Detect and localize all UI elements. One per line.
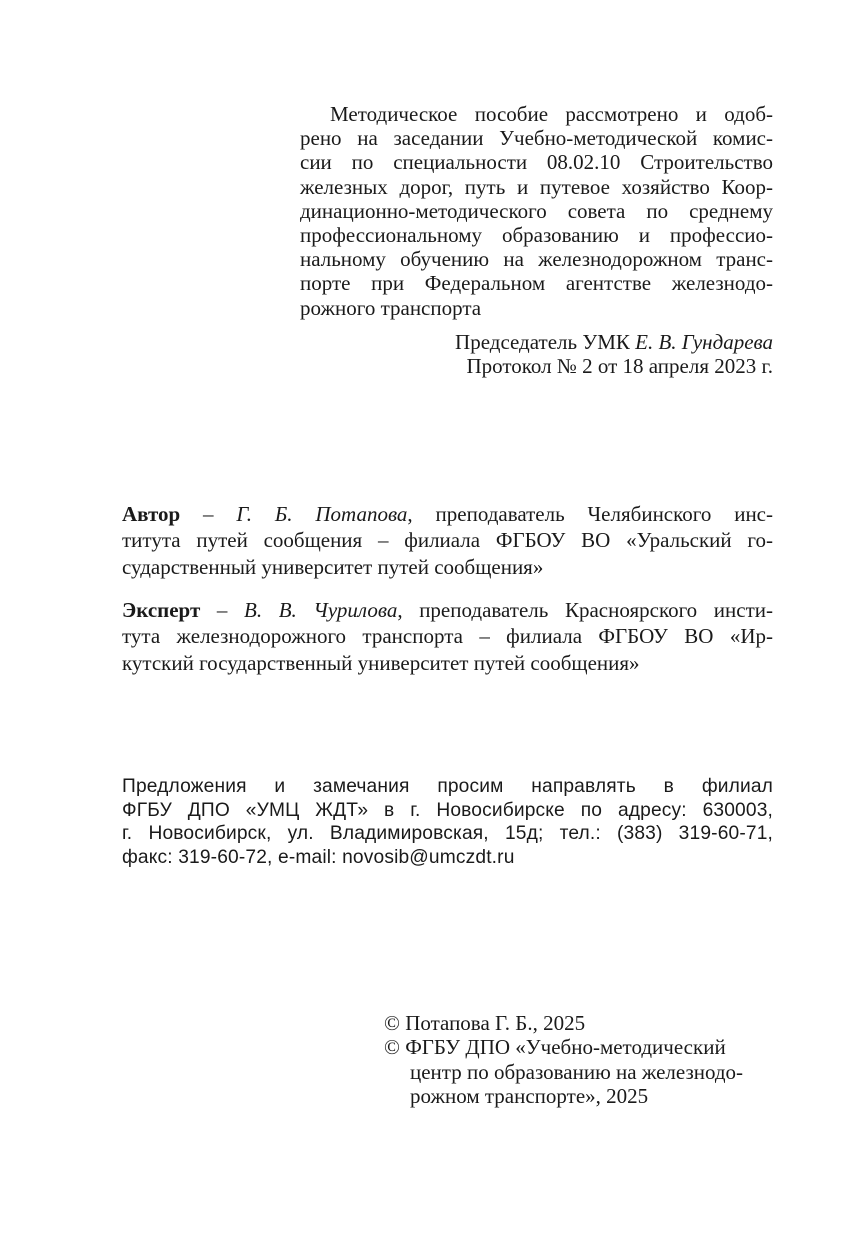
chair-role: Председатель УМК bbox=[455, 330, 630, 354]
author-line bbox=[122, 501, 773, 527]
author-line: сударственный университет путей сообщения» bbox=[122, 554, 544, 579]
expert-name: В. В. Чурилова bbox=[244, 598, 398, 622]
author-text: , преподаватель Челябинского инс- bbox=[407, 502, 773, 526]
approval-line: динационно-методического совета по среднему bbox=[300, 198, 773, 223]
proposals-line: г. Новосибирск, ул. Владимировская, 15д; тел.: (383) 319-60-71, bbox=[122, 823, 773, 845]
protocol-line: Протокол № 2 от 18 апреля 2023 г. bbox=[466, 354, 773, 379]
proposals-paragraph bbox=[122, 775, 773, 869]
approval-line: сии по специальности 08.02.10 Строительство bbox=[300, 150, 773, 175]
author-name: Г. Б. Потапова bbox=[236, 502, 408, 526]
expert-dash: – bbox=[200, 598, 245, 622]
expert-paragraph bbox=[122, 597, 773, 676]
proposals-line: ФГБУ ДПО «УМЦ ЖДТ» в г. Новосибирске по адресу: 630003, bbox=[122, 799, 773, 821]
author-paragraph bbox=[122, 501, 773, 580]
author-dash: – bbox=[180, 502, 237, 526]
chair-line bbox=[300, 330, 773, 354]
copyright-line: © Потапова Г. Б., 2025 bbox=[384, 1011, 586, 1035]
copyright-line: рожном транспорте», 2025 bbox=[410, 1083, 649, 1108]
approval-line: рено на заседании Учебно-методической комис- bbox=[300, 126, 773, 151]
approval-paragraph bbox=[300, 102, 773, 320]
approval-line: нальному обучению на железнодорожном транс- bbox=[300, 247, 773, 272]
expert-line: кутский государственный университет путей сообщения» bbox=[122, 650, 640, 675]
copyright-block bbox=[384, 1011, 784, 1108]
approval-line: железных дорог, путь и путевое хозяйство Коор- bbox=[300, 174, 773, 199]
approval-line: профессиональному образованию и профессио- bbox=[300, 223, 773, 248]
approval-line: рожного транспорта bbox=[300, 295, 482, 320]
expert-label: Эксперт bbox=[122, 598, 201, 622]
chair-name: Е. В. Гундарева bbox=[635, 330, 773, 354]
expert-text: , преподаватель Красноярского инсти- bbox=[397, 598, 774, 622]
approval-line: порте при Федеральном агентстве железнодо- bbox=[300, 271, 773, 296]
author-line: титута путей сообщения – филиала ФГБОУ ВО «Уральский го- bbox=[122, 528, 773, 553]
copyright-line: © ФГБУ ДПО «Учебно-методический bbox=[384, 1035, 726, 1060]
chair-signature bbox=[300, 330, 773, 378]
proposals-line: факс: 319-60-72, e-mail: novosib@umczdt.ru bbox=[122, 846, 515, 868]
copyright-line: центр по образованию на железнодо- bbox=[410, 1059, 744, 1084]
author-label: Автор bbox=[122, 502, 181, 526]
expert-line bbox=[122, 597, 773, 623]
approval-line: Методическое пособие рассмотрено и одоб- bbox=[330, 102, 773, 126]
expert-line: тута железнодорожного транспорта – филиала ФГБОУ ВО «Ир- bbox=[122, 624, 773, 649]
proposals-line: Предложения и замечания просим направлять в филиал bbox=[122, 776, 773, 797]
